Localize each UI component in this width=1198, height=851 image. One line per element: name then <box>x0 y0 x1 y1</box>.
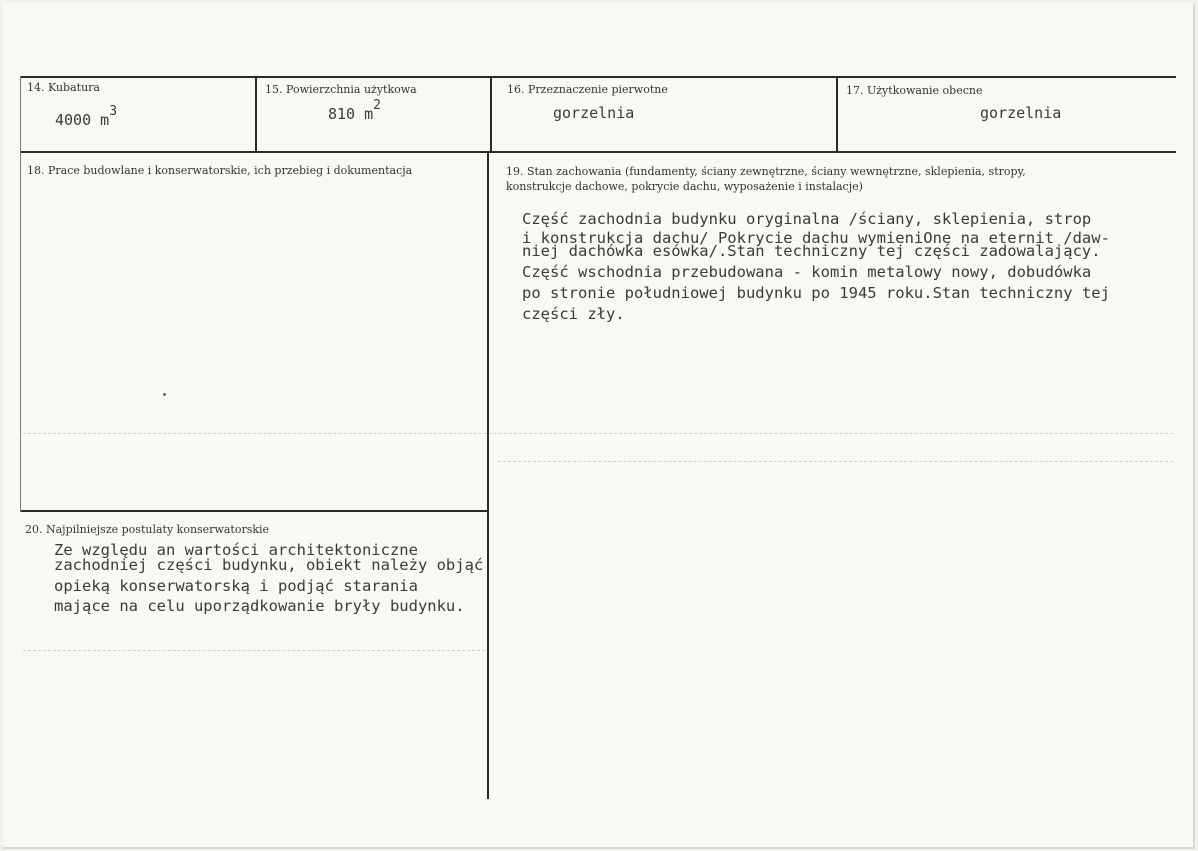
text-line: Część wschodnia przebudowana - komin metalowy nowy, dobudówka <box>522 263 1092 281</box>
divider-col-14-15 <box>255 76 257 151</box>
field-19-label-line-1: 19. Stan zachowania (fundamenty, ściany zewnętrzne, ściany wewnętrzne, sklepienia, stropy, <box>506 165 1026 178</box>
kubatura-unit: m <box>100 111 110 129</box>
field-14-label: 14. Kubatura <box>27 81 100 94</box>
left-border <box>20 76 21 512</box>
field-16-value: gorzelnia <box>553 104 635 122</box>
field-18-label: 18. Prace budowlane i konserwatorskie, ich przebieg i dokumentacja <box>27 164 413 177</box>
powierzchnia-exponent: 2 <box>373 98 381 113</box>
field-15-value <box>328 98 381 125</box>
powierzchnia-unit: m <box>364 105 374 123</box>
field-17-label: 17. Użytkowanie obecne <box>846 84 983 97</box>
text-line: i konstrukcja dachu/ Pokrycie dachu wymieniOne na eternit /daw- <box>522 229 1110 247</box>
guide-line <box>498 461 1173 462</box>
ink-speck <box>163 393 166 396</box>
text-line: mające na celu uporządkowanie bryły budynku. <box>54 597 465 615</box>
divider-col-16-17 <box>836 76 838 151</box>
kubatura-number: 4000 <box>55 111 92 129</box>
divider-main-vertical <box>487 151 489 799</box>
field-20-text <box>54 541 483 616</box>
record-card <box>3 3 1195 849</box>
field-20-label: 20. Najpilniejsze postulaty konserwatorskie <box>25 523 270 536</box>
section-18-bottom-rule <box>20 510 487 512</box>
field-19-label-line-2: konstrukcje dachowe, pokrycie dachu, wyposażenie i instalacje) <box>506 180 863 193</box>
text-line: po stronie południowej budynku po 1945 roku.Stan techniczny tej <box>522 284 1110 302</box>
text-line: Część zachodnia budynku oryginalna /ściany, sklepienia, strop <box>522 210 1092 228</box>
kubatura-exponent: 3 <box>109 104 118 119</box>
field-14-value <box>55 104 118 131</box>
field-15-label: 15. Powierzchnia użytkowa <box>265 83 417 96</box>
top-rule <box>20 76 1176 78</box>
text-line: niej dachówka esówka/.Stan techniczny tej części zadowalający. <box>522 242 1101 260</box>
text-line: części zły. <box>522 305 625 323</box>
row1-bottom-rule <box>20 151 1176 153</box>
field-19-text <box>522 210 1110 324</box>
text-line: opieką konserwatorską i podjąć starania <box>54 577 418 595</box>
powierzchnia-number: 810 <box>328 105 356 123</box>
field-16-label: 16. Przeznaczenie pierwotne <box>507 83 668 96</box>
field-17-value: gorzelnia <box>980 104 1062 122</box>
text-line: zachodniej części budynku, obiekt należy objąć <box>54 556 484 574</box>
guide-line <box>23 650 485 651</box>
text-line: Ze względu an wartości architektoniczne <box>54 541 418 559</box>
guide-line <box>23 433 1173 434</box>
divider-col-15-16 <box>490 76 492 151</box>
